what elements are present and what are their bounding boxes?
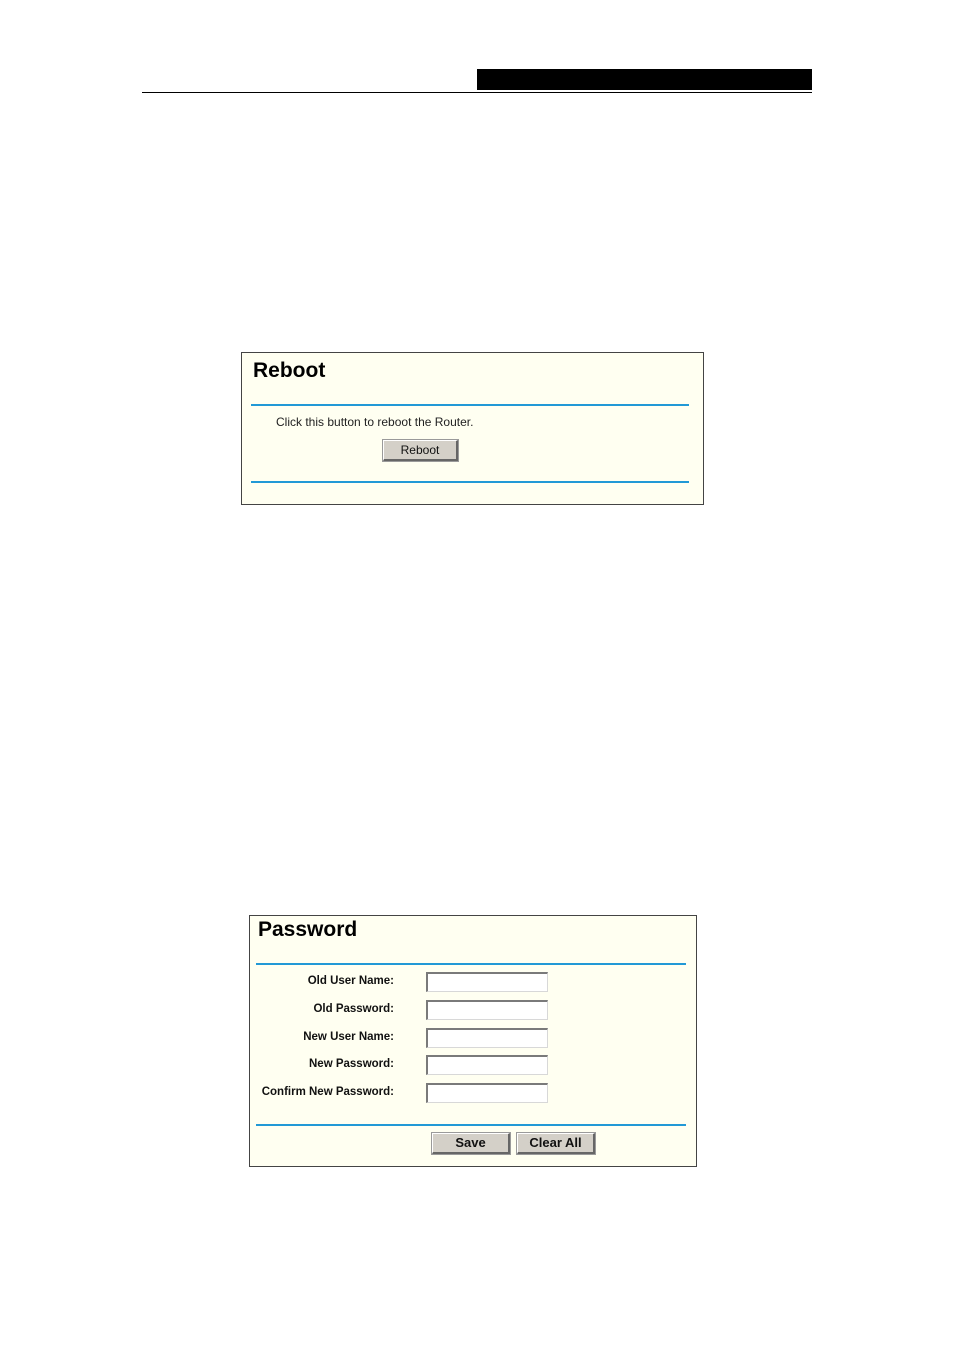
password-top-divider xyxy=(256,963,686,965)
password-title: Password xyxy=(258,918,358,941)
old-user-name-input[interactable] xyxy=(426,972,548,992)
old-password-row xyxy=(250,1000,698,1022)
confirm-new-password-row xyxy=(250,1083,698,1105)
password-panel xyxy=(249,915,697,1167)
reboot-button[interactable]: Reboot xyxy=(383,440,458,461)
password-bottom-divider xyxy=(256,1124,686,1126)
old-user-name-label: Old User Name: xyxy=(307,975,394,987)
new-user-name-input[interactable] xyxy=(426,1028,548,1048)
old-password-label: Old Password: xyxy=(313,1003,394,1015)
confirm-new-password-label: Confirm New Password: xyxy=(261,1086,394,1098)
clear-all-button[interactable]: Clear All xyxy=(517,1133,595,1154)
new-password-label: New Password: xyxy=(309,1058,394,1070)
new-user-name-row xyxy=(250,1028,698,1050)
page-header-bar xyxy=(477,69,812,90)
reboot-description: Click this button to reboot the Router. xyxy=(276,415,474,429)
reboot-panel xyxy=(241,352,704,505)
reboot-bottom-divider xyxy=(251,481,689,483)
confirm-new-password-input[interactable] xyxy=(426,1083,548,1103)
new-password-row xyxy=(250,1055,698,1077)
new-password-input[interactable] xyxy=(426,1055,548,1075)
save-button[interactable]: Save xyxy=(432,1133,510,1154)
reboot-top-divider xyxy=(251,404,689,406)
reboot-title: Reboot xyxy=(253,359,326,382)
old-password-input[interactable] xyxy=(426,1000,548,1020)
new-user-name-label: New User Name: xyxy=(303,1031,394,1043)
page-header-rule xyxy=(142,92,812,93)
old-user-name-row xyxy=(250,972,698,994)
